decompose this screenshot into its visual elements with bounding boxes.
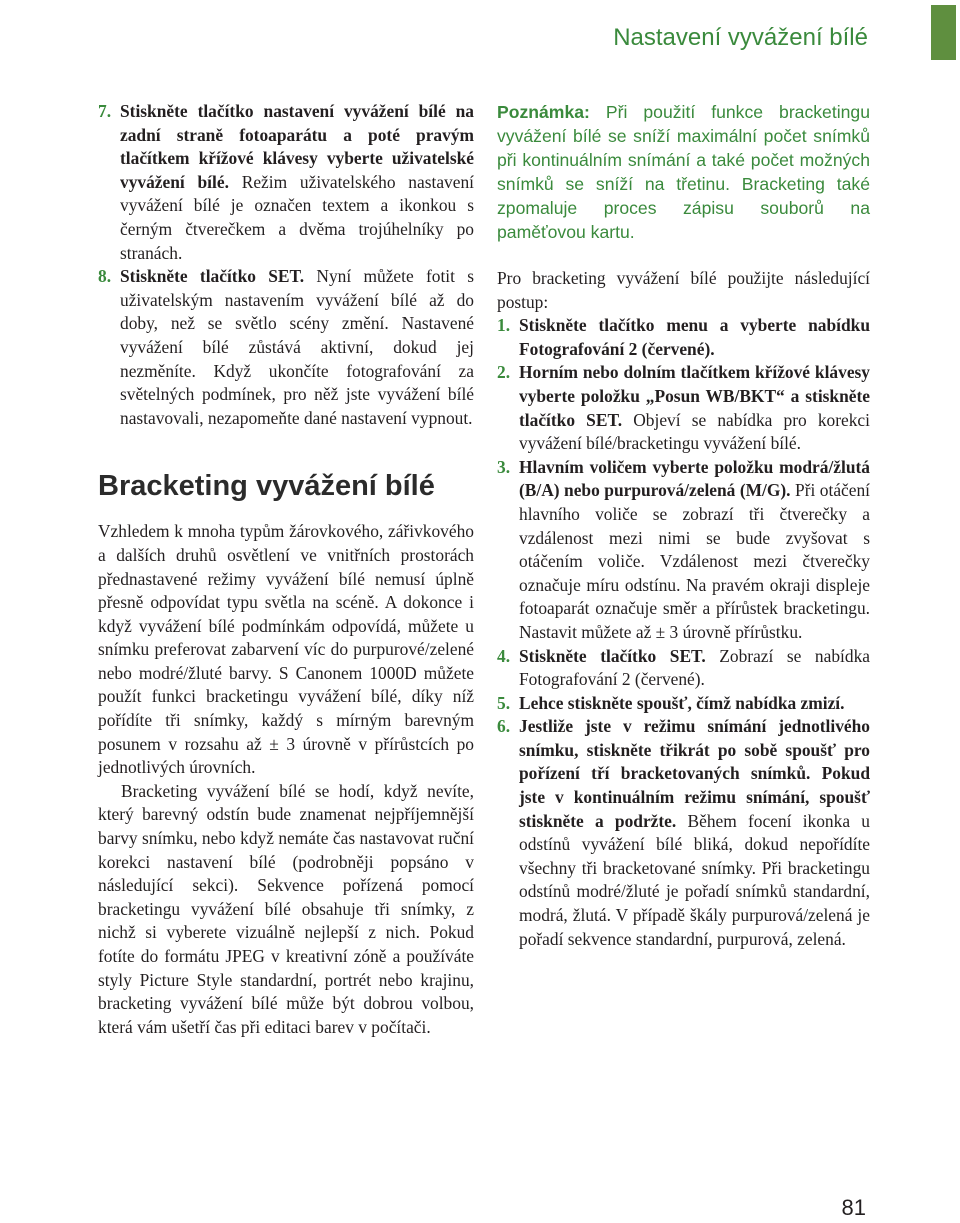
step-body [519, 456, 870, 645]
step-bold-text: Stiskněte tlačítko menu a vyberte nabídku Fotografování 2 (červené). [519, 315, 870, 359]
list-item-text: Nyní můžete fotit s uživatelským nastavením vyvážení bílé až do doby, než se světlo scény změní. Nastavené vyvážení bílé zůstává aktivní, dokud jej nezměníte. Když ukončíte fotografování za světelných podmínek, pro něž jste vyvážení bílé nastavovali, nezapomeňte dané nastavení vypnout. [120, 266, 474, 428]
section-heading: Bracketing vyvážení bílé [98, 470, 435, 503]
step-text: Objeví se nabídka pro korekci vyvážení bílé/bracketingu vyvážení bílé. [519, 409, 870, 454]
list-number: 7. [98, 101, 112, 121]
list-item-bold-text: Stiskněte tlačítko SET. [120, 266, 305, 287]
right-column [497, 100, 870, 951]
left-column [98, 100, 474, 1039]
body-paragraph-1: Vzhledem k mnoha typům žárovkového, zářivkového a dalších druhů osvětlení ve vnitřních prostorách přednastavené režimy vyvážení bílé nemusí úplně přesně odpovídat typu světla na scéně. A dokonce i když vyvážení bílé podmínkám odpovídá, můžete u snímku preferovat zabarvení víc do purpurové/zelené nebo modré/žluté barvy. S Canonem 1000D můžete použít funkci bracketingu vyvážení bílé, díky níž pořídíte tři snímky, každý s mírným barevným posunem v rozsahu až ± 3 úrovně v přírůstcích po jednotlivých úrovních. [98, 521, 474, 778]
step-bold-text: Lehce stiskněte spoušť, čímž nabídka zmizí. [519, 692, 845, 713]
step-text: Při otáčení hlavního voliče se zobrazí tři čtverečky a vzdálenost mezi nimi se bude zvyšovat s otáčením voliče. Vzdálenost mezi čtverečky označuje míru odstínu. Na pravém okraji displeje fotoaparát označuje směr a přírůstek bracketingu. Nastavit můžete až ± 3 úrovně přírůstku. [519, 480, 870, 642]
list-item-body [120, 265, 474, 430]
step-body [519, 715, 870, 951]
step-body [519, 314, 870, 361]
list-number: 8. [98, 266, 112, 287]
list-item-text: Režim uživatelského nastavení vyvážení bílé je označen textem a ikonkou s černým čtverečkem a dvěma trojúhelníky po stranách. [120, 171, 474, 263]
step-bold-text: Jestliže jste v režimu snímání jednotlivého snímku, stiskněte třikrát po sobě spoušť pro pořízení tří bracketovaných snímků. Pokud jste v kontinuálním režimu snímání, spoušť stiskněte a podržte. [519, 716, 870, 831]
steps-list [497, 314, 870, 951]
step-number: 4. [497, 645, 511, 666]
step-body [519, 645, 870, 692]
note-label: Poznámka: [497, 102, 590, 122]
step-item [497, 645, 870, 692]
step-number: 2. [497, 362, 511, 383]
step-item [497, 314, 870, 361]
step-bold-text: Horním nebo dolním tlačítkem křížové klávesy vyberte položku „Posun WB/BKT“ a stiskněte tlačítko SET. [519, 362, 870, 430]
body-paragraph-2: Bracketing vyvážení bílé se hodí, když nevíte, který barevný odstín bude znamenat nejpříjemnější barvy snímku, nebo když nemáte čas nastavovat ruční korekci nastavení bílé (podrobněji popsáno v následující sekci). Sekvence pořízená pomocí bracketingu vyvážení bílé obsahuje tři snímky, z nichž si vyberete vizuálně nejlepší z nich. Pokud fotíte do formátu JPEG v kreativní zóně a používáte styly Picture Style standardní, portrét nebo krajinu, bracketing vyvážení bílé může být dobrou volbou, která vám ušetří čas při editaci barev v počítači. [98, 780, 474, 1037]
step-item [497, 456, 870, 645]
list-item-8 [98, 265, 474, 430]
list-item-7 [98, 100, 474, 265]
step-text: Během focení ikonka u odstínů vyvážení bílé bliká, dokud nepořídíte všechny tři bracketované snímky. Při bracketingu odstínů modré/žluté je pořadí snímků standardní, modrá, žlutá. V případě škály purpurová/zelená je pořadí sekvence standardní, purpurová, zelená. [519, 810, 870, 949]
chapter-tab-marker [931, 5, 956, 60]
step-number: 6. [497, 716, 511, 737]
step-body [519, 361, 870, 455]
step-item [497, 692, 870, 716]
page-number: 81 [841, 1195, 866, 1220]
step-item [497, 715, 870, 951]
step-number: 3. [497, 456, 511, 477]
running-header-title: Nastavení vyvážení bílé [613, 24, 868, 51]
step-number: 1. [497, 315, 511, 336]
list-item-bold-text: Stiskněte tlačítko nastavení vyvážení bílé na zadní straně fotoaparátu a poté pravým tlačítkem křížové klávesy vyberte uživatelské vyvážení bílé. [120, 101, 474, 192]
note-text: Při použití funkce bracketingu vyvážení bílé se sníží maximální počet snímků při kontinuálním snímání a také počet možných snímků se sníží na třetinu. Bracketing také zpomaluje proces zápisu souborů na paměťovou kartu. [497, 102, 870, 242]
list-item-body [120, 100, 474, 265]
step-text: Zobrazí se nabídka Fotografování 2 (červené). [519, 645, 870, 690]
step-bold-text: Stiskněte tlačítko SET. [519, 645, 706, 666]
step-bold-text: Hlavním voličem vyberte položku modrá/žlutá (B/A) nebo purpurová/zelená (M/G). [519, 456, 870, 501]
intro-paragraph: Pro bracketing vyvážení bílé použijte následující postup: [497, 268, 870, 312]
step-body [519, 692, 870, 716]
step-item [497, 361, 870, 455]
note-box [497, 100, 870, 244]
step-number: 5. [497, 692, 511, 713]
